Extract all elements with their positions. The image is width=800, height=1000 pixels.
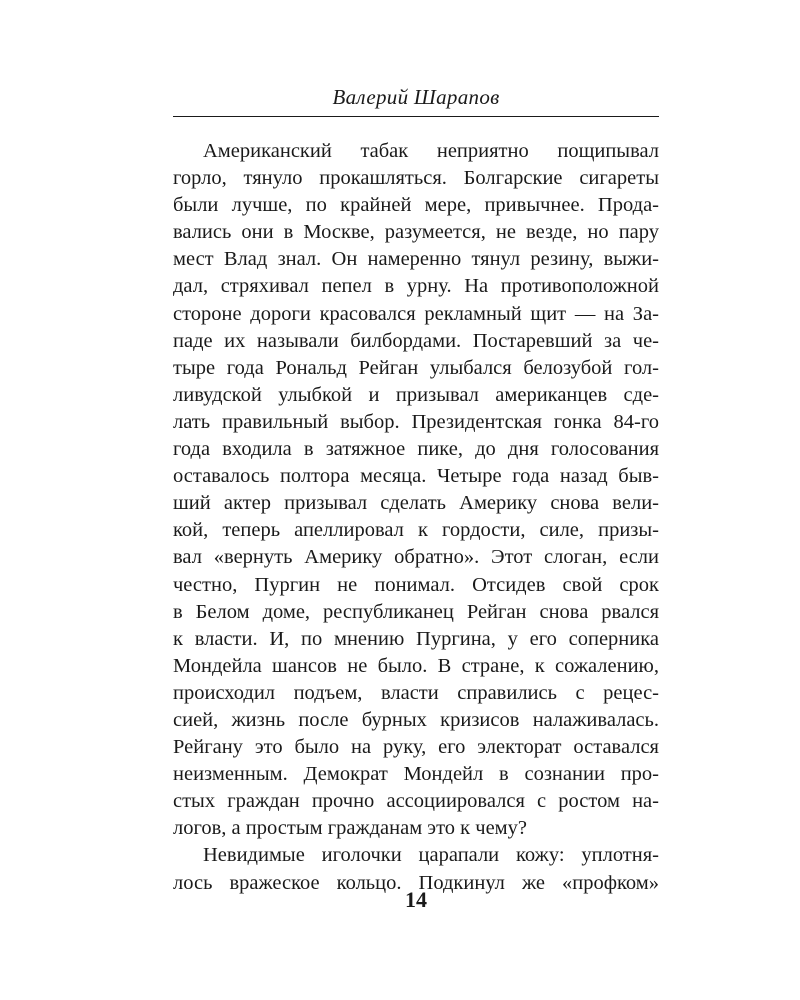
text-line: стороне дороги красовался рекламный щит — на За- [173,302,659,325]
text-line: Американский табак неприятно пощипывал [203,140,659,162]
text-line: честно, Пургин не понимал. Отсидев свой срок [173,573,659,596]
text-line: горло, тянуло прокашляться. Болгарские сигареты [173,167,659,190]
text-line: происходил подъем, власти справились с рецес- [173,681,659,704]
text-line: мест Влад знал. Он намеренно тянул резину, выжи- [173,248,659,271]
text-line: паде их называли билбордами. Постаревший за че- [173,329,659,352]
body-text [173,138,659,897]
text-line: стых граждан прочно ассоциировался с ростом на- [173,790,659,813]
text-line: вались они в Москве, разумеется, не везде, но пару [173,221,659,244]
text-line: Мондейла шансов не было. В стране, к сожалению, [173,654,659,677]
running-header-author: Валерий Шарапов [332,85,500,109]
text-line: неизменным. Демократ Мондейл в сознании про- [173,763,659,786]
text-line: дал, стряхивал пепел в урну. На противоположной [173,275,659,298]
text-line: к власти. И, по мнению Пургина, у его соперника [173,627,659,650]
text-line: лось вражеское кольцо. Подкинул же «профком» [173,871,659,894]
text-line: лать правильный выбор. Президентская гонка 84-го [173,410,659,433]
text-line: ший актер призывал сделать Америку снова вели- [173,492,659,515]
text-line: в Белом доме, республиканец Рейган снова рвался [173,600,659,623]
text-line: были лучше, по крайней мере, привычнее. Прода- [173,194,659,217]
text-line: сией, жизнь после бурных кризисов налаживалась. [173,708,659,731]
text-line: оставалось полтора месяца. Четыре года назад быв- [173,465,659,488]
text-line: Невидимые иголочки царапали кожу: уплотня- [203,844,659,867]
text-line: тыре года Рональд Рейган улыбался белозубой гол- [173,356,659,379]
text-line: года входила в затяжное пике, до дня голосования [173,438,659,461]
text-line: вал «вернуть Америку обратно». Этот слоган, если [173,546,659,569]
text-line: Рейгану это было на руку, его электорат оставался [173,736,659,759]
text-line: кой, теперь апеллировал к гордости, силе, призы- [173,519,659,542]
text-line: ливудской улыбкой и призывал американцев сде- [173,383,659,406]
page-number: 14 [405,887,427,912]
header-rule [173,116,659,117]
text-line: логов, а простым гражданам это к чему? [173,817,527,840]
